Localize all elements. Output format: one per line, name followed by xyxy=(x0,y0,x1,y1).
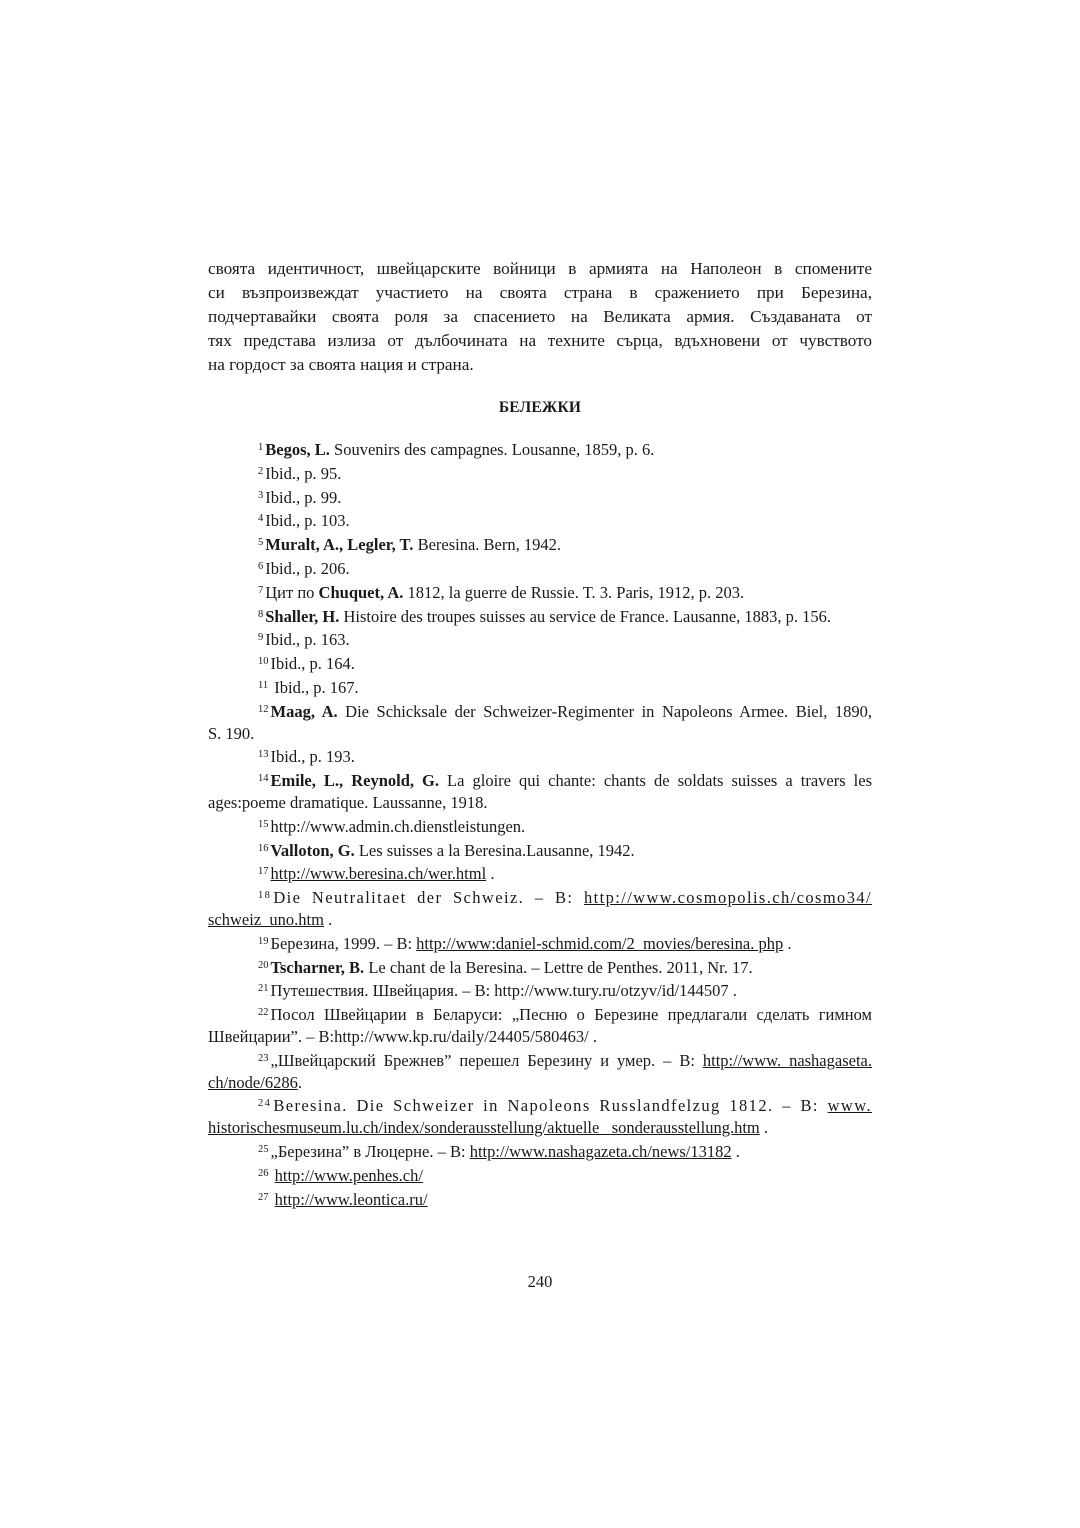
link-museum[interactable]: www. xyxy=(827,1096,872,1116)
link-cosmopolis-cont[interactable]: schweiz_uno.htm xyxy=(208,909,324,929)
paragraph-line: своята идентичност, швейцарските войници в армията на Наполеон в спомените xyxy=(208,259,872,278)
note-17: $^{17}$ http://www.beresina.ch/wer.html . xyxy=(258,864,495,884)
link-cosmopolis[interactable]: http://www.cosmopolis.ch/cosmo34/ xyxy=(583,888,872,908)
link-nashagazeta[interactable]: http://www.nashagazeta.ch/news/13182 xyxy=(469,1141,732,1161)
note-25: $^{25}$ „Березина” в Люцерне. – В: http://www.nashagazeta.ch/news/13182 . xyxy=(258,1141,740,1161)
note-5: $^5$ Muralt, A., Legler, T. Beresina. Bern, 1942. xyxy=(258,535,561,555)
note-16: $^{16}$ Valloton, G. Les suisses a la Beresina.Lausanne, 1942. xyxy=(258,840,635,860)
notes-heading: БЕЛЕЖКИ xyxy=(498,399,582,416)
note-12: $^{12}$ Maag, A. Die Schicksale der Schweizer-Regimenter in Napoleons Armee. Biel, 1890, S. 190. xyxy=(208,701,872,743)
note-24: $^{24}$ Beresina. Die Schweizer in Napoleons Russlandfelzug 1812. – В: www. historischesmuseum.lu.ch/index/sonderausstellung/aktuelle_ sonderausstellung.htm . xyxy=(208,1096,872,1138)
note-3: $^3$ Ibid., p. 99. xyxy=(258,487,342,507)
notes-list xyxy=(208,437,872,1210)
note-27: $^{27}$ http://www.leontica.ru/ xyxy=(258,1189,428,1209)
paragraph-line: подчертавайки своята роля за спасението на Великата армия. Създаваната от xyxy=(208,307,872,326)
link-nashagaseta[interactable]: http://www. nashagaseta. xyxy=(702,1050,872,1070)
paragraph-line: на гордост за своята нация и страна. xyxy=(208,355,474,374)
note-21: $^{21}$ Путешествия. Швейцария. – В: http://www.tury.ru/otzyv/id/144507 . xyxy=(258,981,737,1001)
note-19: $^{19}$ Березина, 1999. – В: http://www:daniel-schmid.com/2_movies/beresina. php . xyxy=(258,933,792,953)
note-7: $^7$ Цит по Chuquet, A. 1812, la guerre de Russie. T. 3. Paris, 1912, p. 203. xyxy=(258,582,745,602)
note-26: $^{26}$ http://www.penhes.ch/ xyxy=(258,1165,423,1185)
note-2: $^2$ Ibid., p. 95. xyxy=(258,463,342,483)
page-content xyxy=(208,257,872,1210)
paragraph-line: тях представа излиза от дълбочината на техните сърца, вдъхновени от чувството xyxy=(208,331,872,350)
link-penhes[interactable]: http://www.penhes.ch/ xyxy=(274,1165,423,1185)
note-18: $^{18}$ Die Neutralitaet der Schweiz. – В: http://www.cosmopolis.ch/cosmo34/ schweiz_uno.htm . xyxy=(208,888,872,929)
note-4: $^4$ Ibid., p. 103. xyxy=(258,511,350,531)
link-beresina[interactable]: http://www.beresina.ch/wer.html xyxy=(270,864,487,884)
note-10: $^{10}$ Ibid., p. 164. xyxy=(258,654,355,674)
body-paragraph xyxy=(208,257,872,377)
note-15: $^{15}$ http://www.admin.ch.dienstleistungen. xyxy=(258,816,526,836)
link-museum-cont[interactable]: historischesmuseum.lu.ch/index/sonderausstellung/aktuelle_ sonderausstellung.htm xyxy=(208,1118,760,1138)
link-daniel-schmid[interactable]: http://www:daniel-schmid.com/2_movies/beresina. php xyxy=(416,933,784,953)
note-13: $^{13}$ Ibid., p. 193. xyxy=(258,747,355,767)
note-9: $^9$ Ibid., p. 163. xyxy=(258,630,350,650)
note-6: $^6$ Ibid., p. 206. xyxy=(258,558,350,578)
note-1: $^1$ Begos, L. Souvenirs des campagnes. Lousanne, 1859, p. 6. xyxy=(258,440,655,459)
note-8: $^8$ Shaller, H. Histoire des troupes suisses au service de France. Lausanne, 1883, p. 156. xyxy=(258,606,832,626)
note-22: $^{22}$ Посол Швейцарии в Беларуси: „Песню о Березине предлагали сделать гимном Швейцарии”. – В:http://www.kp.ru/daily/24405/580463/ . xyxy=(208,1005,872,1046)
link-leontica[interactable]: http://www.leontica.ru/ xyxy=(274,1189,428,1209)
link-nashagaseta-cont[interactable]: ch/node/6286 xyxy=(208,1072,298,1092)
page-number: 240 xyxy=(527,1272,553,1291)
note-23: $^{23}$ „Швейцарский Брежнев” перешел Березину и умер. – В: http://www. nashagaseta. ch/node/6286. xyxy=(208,1050,872,1092)
note-20: $^{20}$ Tscharner, B. Le chant de la Beresina. – Lettre de Penthes. 2011, Nr. 17. xyxy=(258,957,753,977)
paragraph-line: си възпроизвеждат участието на своята страна в сражението при Березина, xyxy=(208,283,872,302)
note-11: $^{11}$ Ibid., p. 167. xyxy=(258,677,359,697)
note-14: $^{14}$ Emile, L., Reynold, G. La gloire qui chante: chants de soldats suisses a travers les ages:poeme dramatique. Laussanne, 1918. xyxy=(208,771,873,812)
